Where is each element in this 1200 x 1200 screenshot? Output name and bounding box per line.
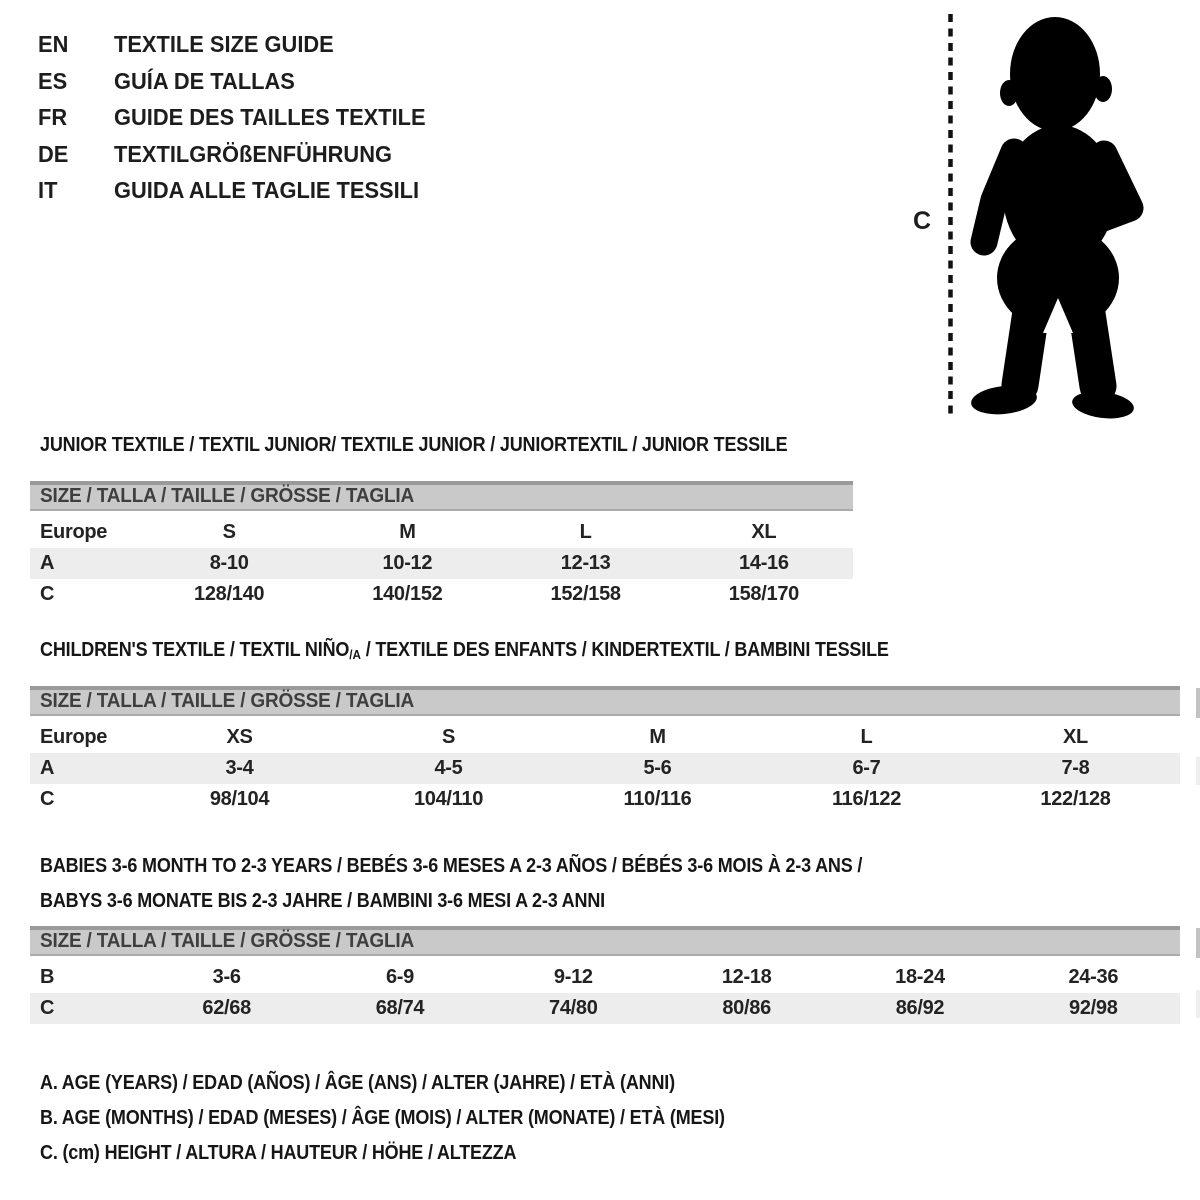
language-code: IT bbox=[38, 177, 58, 203]
size-cell: XS bbox=[226, 726, 253, 748]
language-code: EN bbox=[38, 31, 69, 57]
junior-section-title: JUNIOR TEXTILE / TEXTIL JUNIOR/ TEXTILE JUNIOR / JUNIORTEXTIL / JUNIOR TESSILE bbox=[40, 434, 788, 456]
cropped-table-fragment bbox=[1196, 757, 1200, 785]
age-cell: 10-12 bbox=[382, 552, 433, 574]
height-cell: 128/140 bbox=[194, 583, 265, 605]
height-cell: 152/158 bbox=[550, 583, 621, 605]
age-cell: 6-7 bbox=[852, 757, 881, 779]
children-section-title: CHILDREN'S TEXTILE / TEXTIL NIÑO/A / TEXTILE DES ENFANTS / KINDERTEXTIL / BAMBINI TESSILE bbox=[40, 639, 889, 662]
age-cell: 24-36 bbox=[1068, 966, 1119, 988]
height-cell: 158/170 bbox=[728, 583, 799, 605]
legend bbox=[40, 1066, 801, 1171]
age-cell: 18-24 bbox=[895, 966, 945, 988]
height-cell: 140/152 bbox=[372, 583, 443, 605]
row-label: B bbox=[40, 966, 55, 988]
legend-age-months: B. AGE (MONTHS) / EDAD (MESES) / ÂGE (MOIS) / ALTER (MONATE) / ETÀ (MESI) bbox=[40, 1107, 725, 1129]
cropped-table-fragment bbox=[1196, 928, 1200, 958]
babies-section-title bbox=[40, 849, 954, 919]
age-cell: 4-5 bbox=[434, 757, 463, 779]
junior-size-header-bar: SIZE / TALLA / TAILLE / GRÖSSE / TAGLIA bbox=[30, 481, 853, 511]
language-title: GUIDA ALLE TAGLIE TESSILI bbox=[114, 177, 420, 203]
language-code: DE bbox=[38, 140, 69, 167]
height-cell: 86/92 bbox=[895, 997, 945, 1019]
row-label: Europe bbox=[40, 521, 108, 543]
age-cell: 3-4 bbox=[225, 757, 254, 779]
age-cell: 5-6 bbox=[643, 757, 672, 779]
babies-title-line1: BABIES 3-6 MONTH TO 2-3 YEARS / BEBÉS 3-6 MESES A 2-3 AÑOS / BÉBÉS 3-6 MOIS À 2-3 ANS / bbox=[40, 855, 863, 877]
height-cell: 74/80 bbox=[549, 997, 598, 1019]
language-title: TEXTILE SIZE GUIDE bbox=[114, 31, 334, 57]
toddler-silhouette-icon bbox=[962, 10, 1147, 425]
height-dashed-line bbox=[946, 14, 955, 418]
table-row bbox=[30, 579, 853, 610]
age-cell: 3-6 bbox=[212, 966, 241, 988]
age-cell: 12-13 bbox=[560, 552, 611, 574]
height-cell: 62/68 bbox=[202, 997, 251, 1019]
language-list bbox=[38, 26, 446, 209]
height-cell: 98/104 bbox=[209, 788, 270, 810]
age-cell: 6-9 bbox=[385, 966, 414, 988]
height-cell: 92/98 bbox=[1069, 997, 1118, 1019]
size-cell: L bbox=[860, 726, 873, 748]
age-cell: 9-12 bbox=[553, 966, 593, 988]
cropped-table-fragment bbox=[1196, 688, 1200, 718]
table-row bbox=[30, 993, 1180, 1024]
legend-age-years: A. AGE (YEARS) / EDAD (AÑOS) / ÂGE (ANS) / ALTER (JAHRE) / ETÀ (ANNI) bbox=[40, 1072, 675, 1094]
babies-size-header-bar: SIZE / TALLA / TAILLE / GRÖSSE / TAGLIA bbox=[30, 926, 1180, 956]
row-label: C bbox=[40, 583, 55, 605]
height-marker-label: C bbox=[913, 207, 932, 235]
table-row bbox=[30, 517, 853, 548]
height-cell: 122/128 bbox=[1040, 788, 1111, 810]
age-cell: 12-18 bbox=[721, 966, 772, 988]
language-code: FR bbox=[38, 104, 68, 130]
age-cell: 7-8 bbox=[1061, 757, 1090, 779]
size-cell: XL bbox=[751, 521, 777, 543]
size-cell: S bbox=[441, 726, 456, 748]
age-cell: 14-16 bbox=[739, 552, 789, 574]
table-row bbox=[30, 753, 1180, 784]
height-cell: 80/86 bbox=[722, 997, 771, 1019]
row-label: C bbox=[40, 788, 55, 810]
language-title: TEXTILGRÖßENFÜHRUNG bbox=[114, 140, 392, 167]
height-cell: 104/110 bbox=[413, 788, 484, 810]
cropped-table-fragment bbox=[1196, 990, 1200, 1018]
row-label: A bbox=[40, 757, 55, 779]
size-cell: S bbox=[222, 521, 236, 543]
language-row-en bbox=[38, 26, 446, 63]
language-row-es bbox=[38, 63, 446, 100]
nino-a-subscript: /A bbox=[349, 647, 361, 662]
size-cell: M bbox=[649, 726, 666, 748]
junior-size-table bbox=[30, 481, 853, 610]
row-label: Europe bbox=[40, 726, 108, 748]
language-title: GUÍA DE TALLAS bbox=[114, 67, 295, 94]
height-cell: 110/116 bbox=[623, 788, 692, 810]
size-cell: XL bbox=[1063, 726, 1088, 748]
row-label: C bbox=[40, 997, 55, 1019]
babies-title-line2: BABYS 3-6 MONATE BIS 2-3 JAHRE / BAMBINI 3-6 MESI A 2-3 ANNI bbox=[40, 890, 605, 912]
age-cell: 8-10 bbox=[209, 552, 249, 574]
table-row bbox=[30, 722, 1180, 753]
language-row-de bbox=[38, 136, 446, 173]
babies-size-table bbox=[30, 926, 1180, 1024]
size-cell: L bbox=[579, 521, 592, 543]
language-title: GUIDE DES TAILLES TEXTILE bbox=[114, 104, 426, 130]
row-label: A bbox=[40, 552, 55, 574]
children-size-table bbox=[30, 686, 1180, 815]
table-row bbox=[30, 784, 1180, 815]
table-row bbox=[30, 962, 1180, 993]
children-size-header-bar: SIZE / TALLA / TAILLE / GRÖSSE / TAGLIA bbox=[30, 686, 1180, 716]
height-cell: 116/122 bbox=[831, 788, 902, 810]
language-code: ES bbox=[38, 67, 68, 94]
language-row-it bbox=[38, 172, 446, 209]
size-cell: M bbox=[399, 521, 416, 543]
legend-height-cm: C. (cm) HEIGHT / ALTURA / HAUTEUR / HÖHE / ALTEZZA bbox=[40, 1142, 517, 1164]
height-cell: 68/74 bbox=[375, 997, 425, 1019]
table-row bbox=[30, 548, 853, 579]
language-row-fr bbox=[38, 99, 446, 136]
